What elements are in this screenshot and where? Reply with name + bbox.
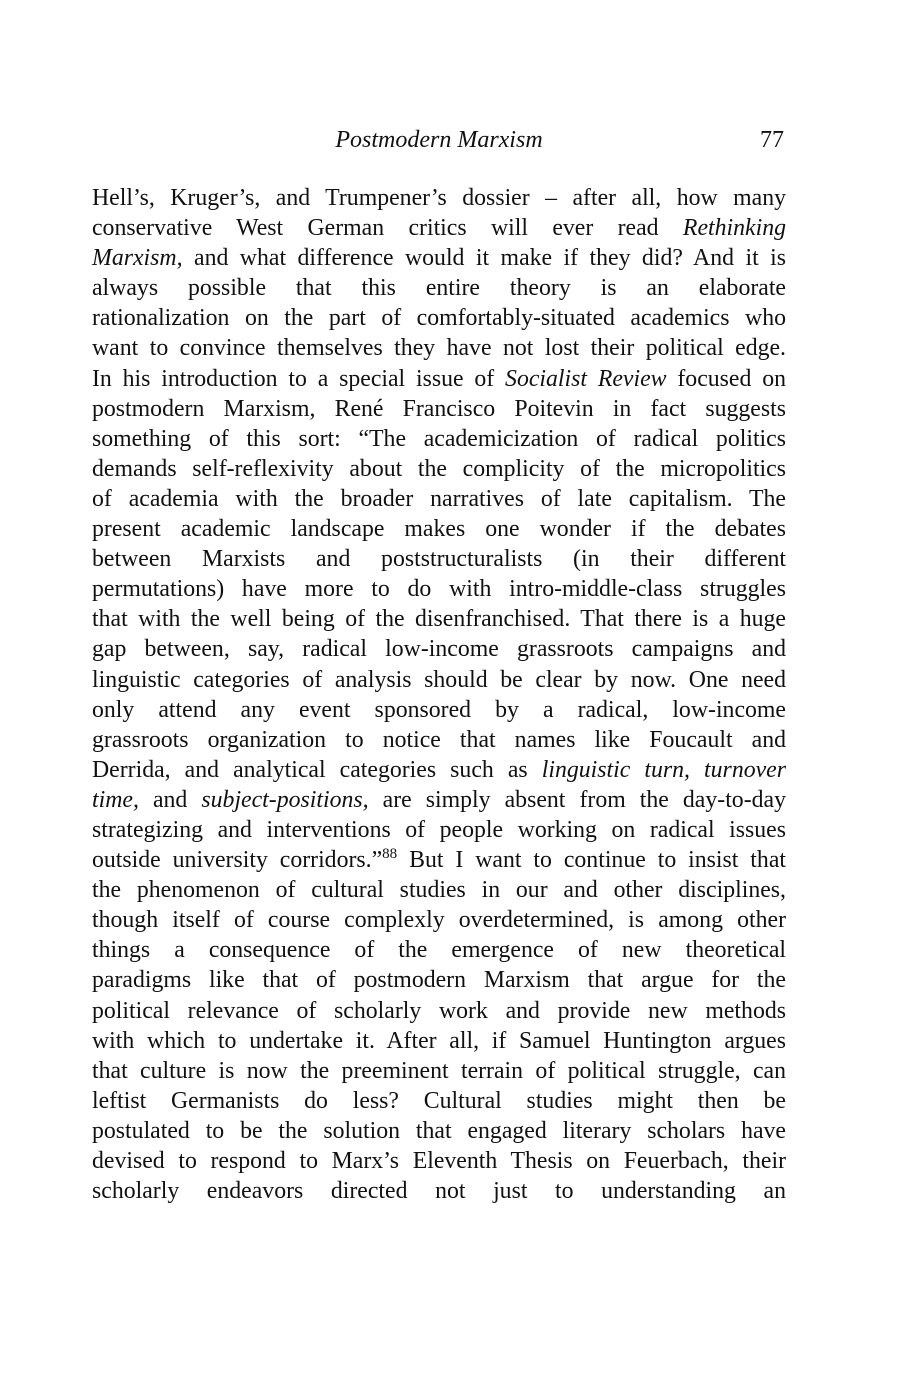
text-line: between Marxists and poststructuralists (in their different [92,546,786,573]
running-head [92,124,786,156]
text-line: grassroots organization to notice that names like Foucault and [92,726,786,753]
text-line: linguistic categories of analysis should be clear by now. One need [92,666,786,693]
text-line: permutations) have more to do with intro-middle-class struggles [92,576,786,603]
text-line: conservative West German critics will ever read Rethinking [92,215,786,242]
text-line: demands self-reflexivity about the complicity of the micropolitics [92,455,786,482]
running-title: Postmodern Marxism [335,127,543,153]
text-line: that with the well being of the disenfranchised. That there is a huge [92,606,786,633]
text-line: only attend any event sponsored by a radical, low-income [92,696,786,723]
journal-title-socialist-review: Socialist Review [505,365,667,392]
text-line: strategizing and interventions of people working on radical issues [92,816,786,843]
body-text [92,183,786,1206]
text-line: something of this sort: “The academicization of radical politics [92,425,786,452]
text-line: the phenomenon of cultural studies in our and other disciplines, [92,877,786,904]
text-line: things a consequence of the emergence of new theoretical [92,937,786,964]
text-line: want to convince themselves they have not lost their political edge. [92,335,786,362]
text-line: postmodern Marxism, René Francisco Poitevin in fact suggests [92,395,786,422]
text-line: gap between, say, radical low-income grassroots campaigns and [92,636,786,663]
text-line: with which to undertake it. After all, if Samuel Huntington argues [92,1027,786,1054]
text-line: political relevance of scholarly work and provide new methods [92,997,786,1024]
text-line: leftist Germanists do less? Cultural studies might then be [92,1087,786,1114]
page-number: 77 [760,127,784,153]
text-line: scholarly endeavors directed not just to understanding an [92,1178,786,1205]
text-line: Hell’s, Kruger’s, and Trumpener’s dossier – after all, how many [92,185,786,211]
book-title-rethinking-marxism: Rethinking [682,215,786,242]
text-line: Marxism, and what difference would it make if they did? And it is [92,245,786,272]
text-line: of academia with the broader narratives of late capitalism. The [92,485,786,512]
text-line: devised to respond to Marx’s Eleventh Thesis on Feuerbach, their [92,1148,786,1174]
text-line: that culture is now the preeminent terrain of political struggle, can [92,1057,786,1084]
text-line: always possible that this entire theory is an elaborate [92,275,786,302]
text-line: present academic landscape makes one wonder if the debates [92,516,786,543]
text-line: rationalization on the part of comfortably-situated academics who [92,305,786,332]
text-line: outside university corridors.”$^{88}$ But I want to continue to insist that [92,846,786,874]
text-line: though itself of course complexly overdetermined, is among other [92,907,786,934]
text-line: postulated to be the solution that engaged literary scholars have [92,1117,786,1144]
text-line: time, and subject-positions, are simply absent from the day-to-day [92,786,786,813]
text-line: In his introduction to a special issue of Socialist Review focused on [92,365,786,392]
footnote-marker: 88 [382,846,398,863]
text-line: paradigms like that of postmodern Marxism that argue for the [92,967,786,994]
text-line: Derrida, and analytical categories such as linguistic turn, turnover [92,756,787,783]
